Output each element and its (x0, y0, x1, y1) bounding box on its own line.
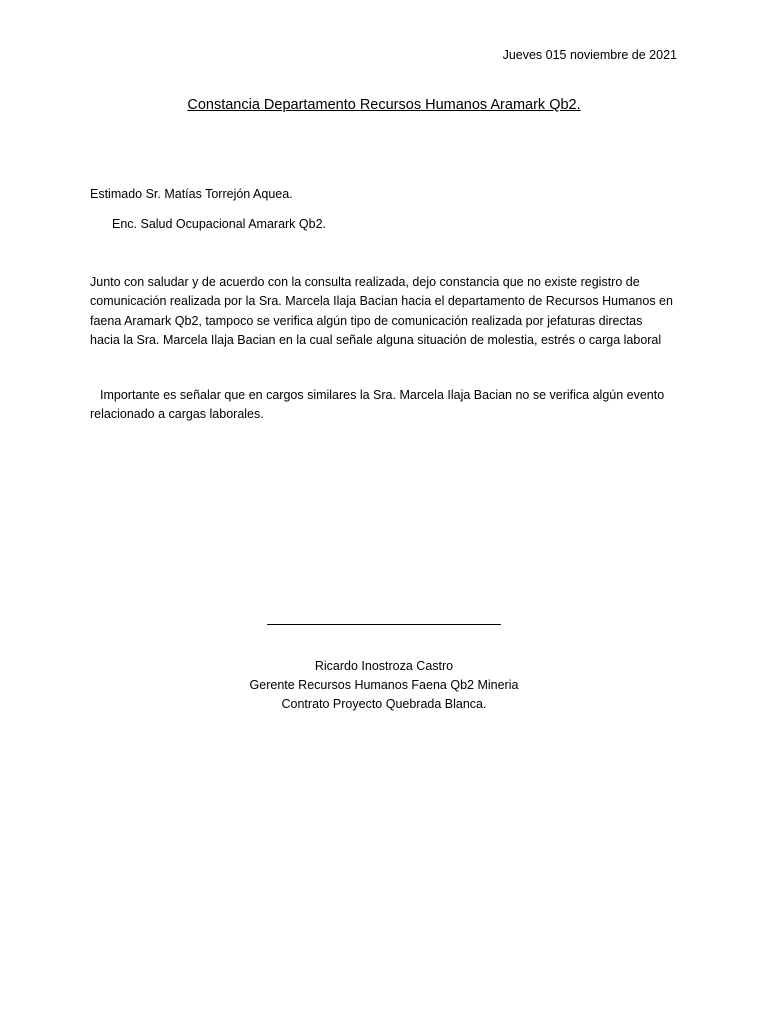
salutation: Estimado Sr. Matías Torrejón Aquea. (90, 187, 293, 201)
body-paragraph-1 (90, 273, 690, 350)
signature-line (267, 624, 501, 625)
signature-block (0, 657, 768, 714)
recipient-position: Enc. Salud Ocupacional Amarark Qb2. (112, 217, 327, 231)
signatory-contract: Contrato Proyecto Quebrada Blanca. (281, 697, 487, 711)
signatory-role: Gerente Recursos Humanos Faena Qb2 Mineria (249, 678, 519, 692)
paragraph-line: comunicación realizada por la Sra. Marcela Ilaja Bacian hacia el departamento de Recursos Humanos en (90, 294, 673, 309)
paragraph-line: relacionado a cargas laborales. (90, 407, 264, 422)
paragraph-line: Junto con saludar y de acuerdo con la consulta realizada, dejo constancia que no existe registro de (90, 275, 640, 289)
signatory-name: Ricardo Inostroza Castro (314, 659, 454, 673)
document-date: Jueves 015 noviembre de 2021 (502, 48, 677, 62)
document-title: Constancia Departamento Recursos Humanos Aramark Qb2. (187, 97, 581, 113)
body-paragraph-2 (90, 386, 690, 425)
paragraph-line: hacia la Sra. Marcela Ilaja Bacian en la cual señale alguna situación de molestia, estrés o carga laboral (90, 332, 662, 347)
paragraph-line: Importante es señalar que en cargos similares la Sra. Marcela Ilaja Bacian no se verifica algún evento (100, 388, 665, 402)
paragraph-line: faena Aramark Qb2, tampoco se verifica algún tipo de comunicación realizada por jefaturas directas (90, 313, 643, 328)
